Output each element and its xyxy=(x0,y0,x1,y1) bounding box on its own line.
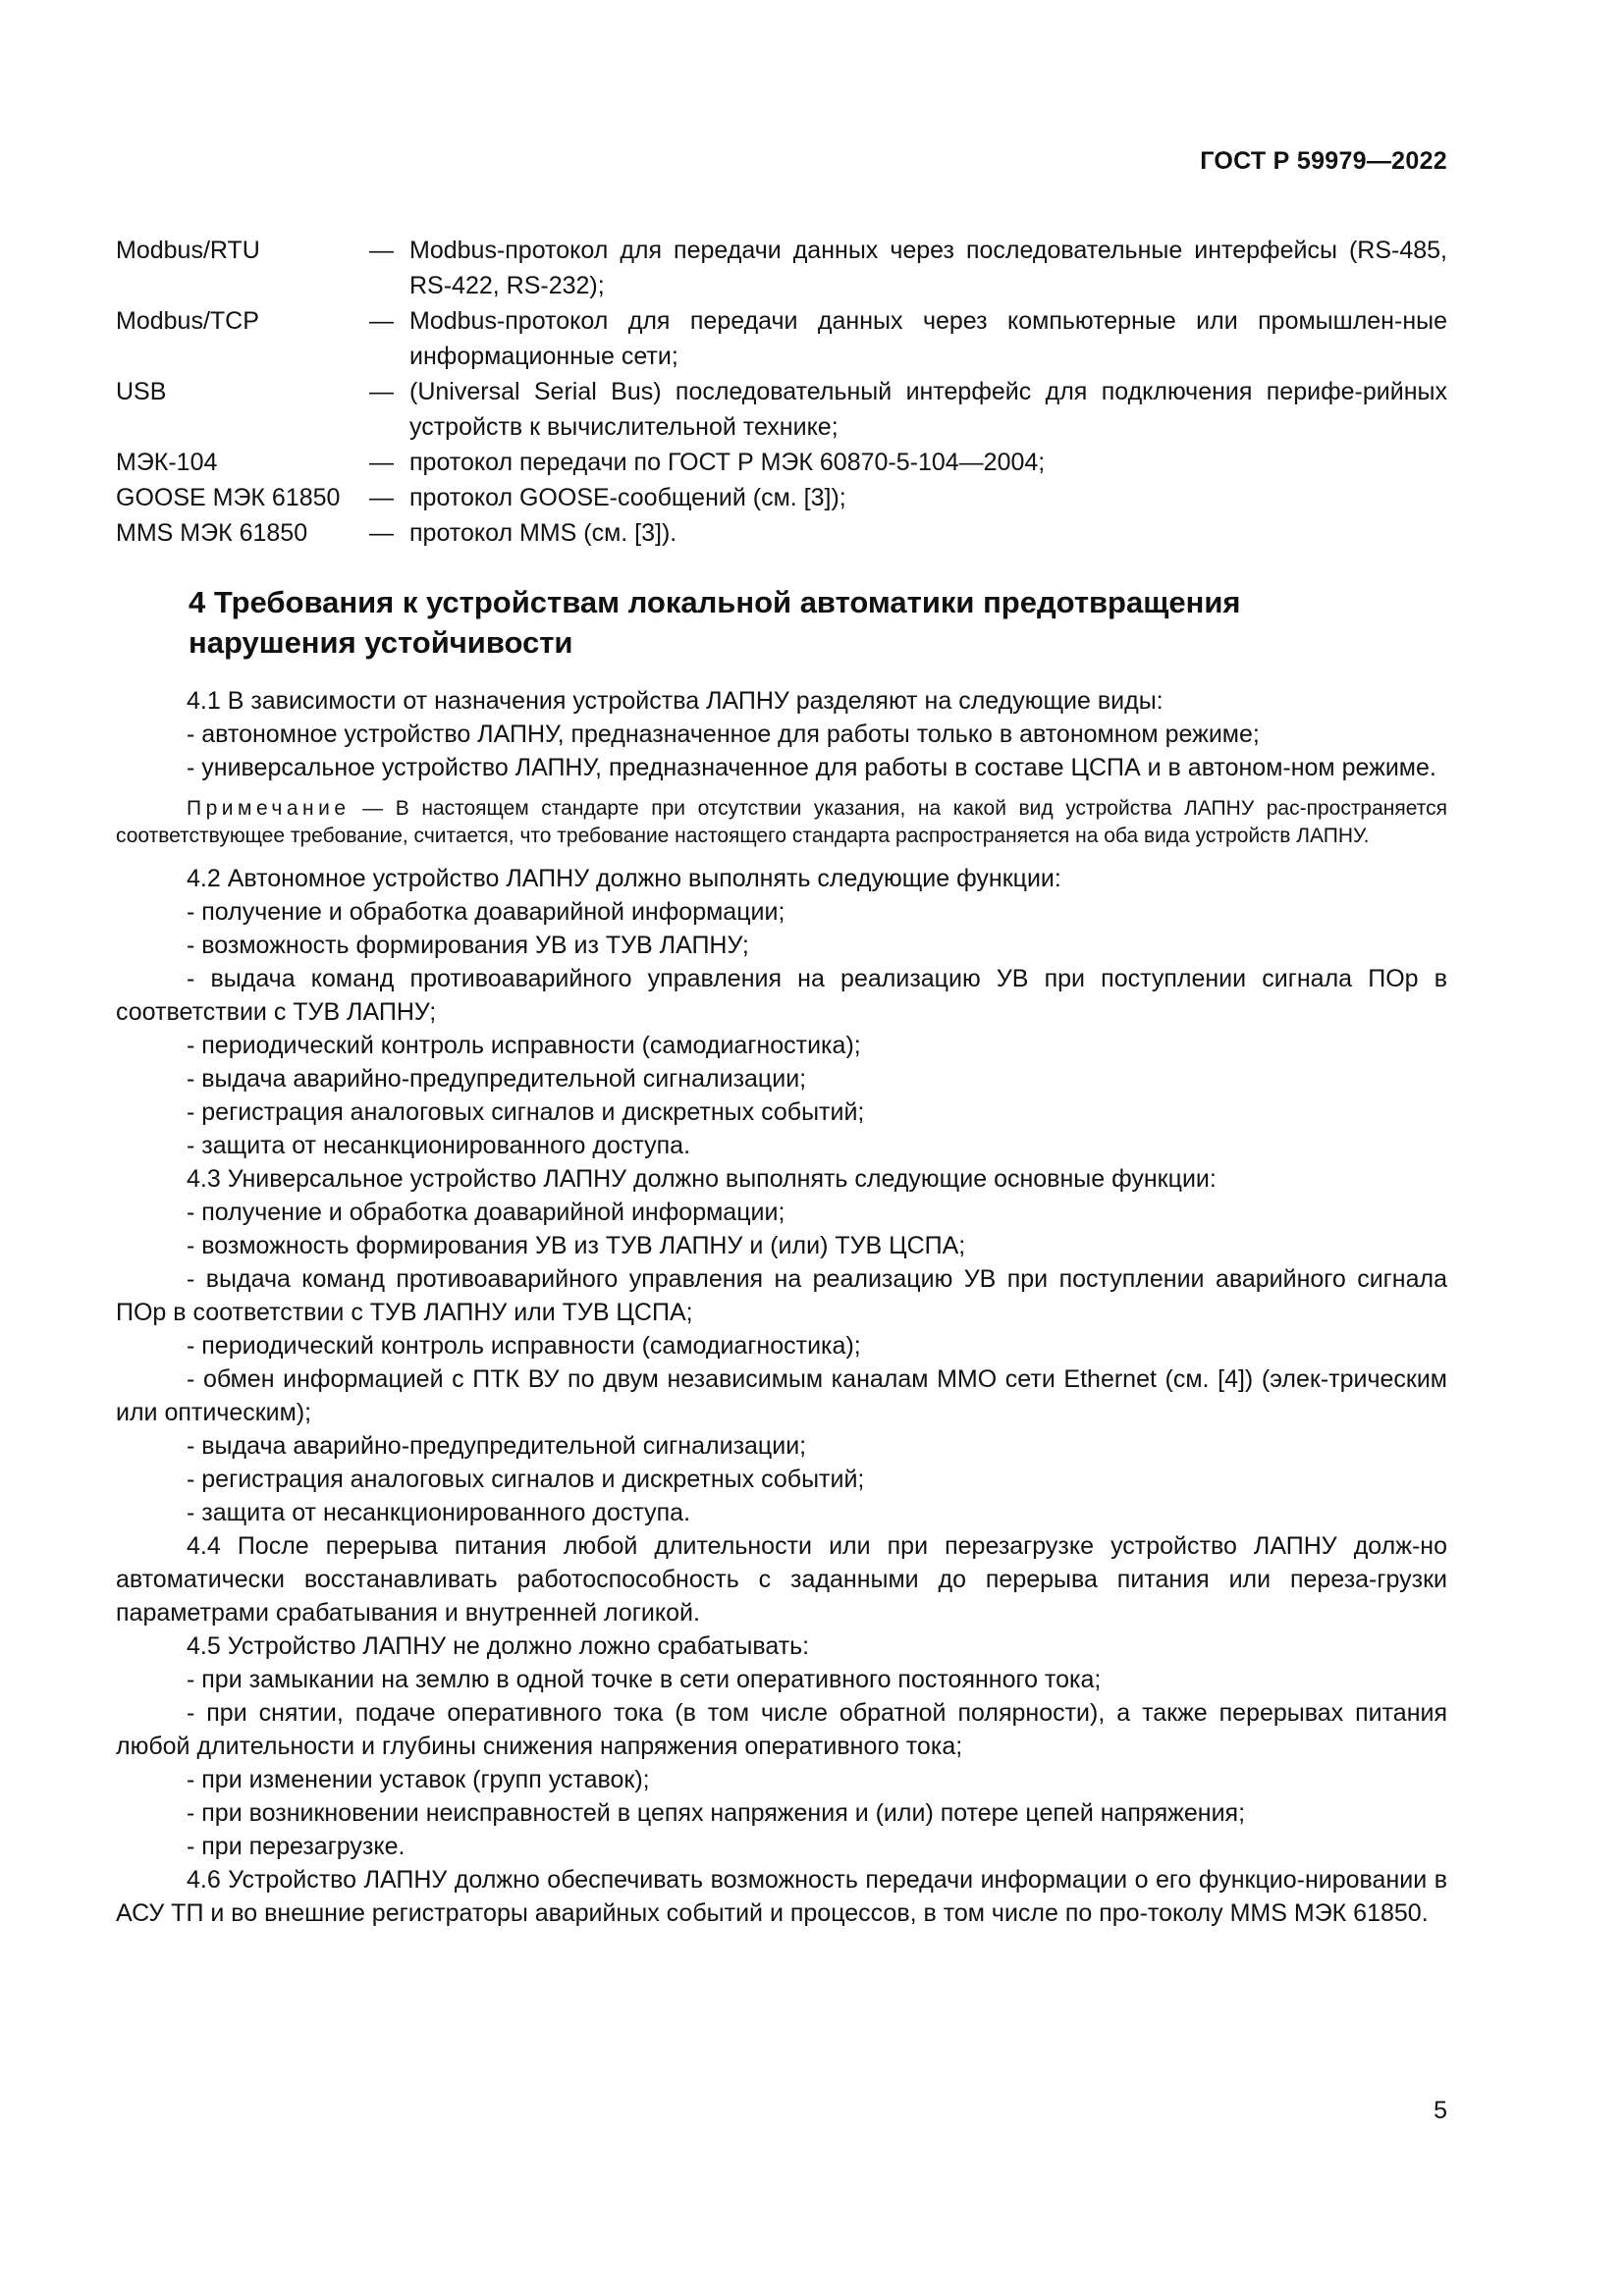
list-item: - автономное устройство ЛАПНУ, предназначенное для работы только в автономном режиме; xyxy=(187,721,1260,748)
note-text: В настоящем стандарте при отсутствии указания, на какой вид устройства ЛАПНУ рас-пространяется соответствующее требование, считается, что требование настоящего стандарта распространяется на оба вида устройств ЛАПНУ. xyxy=(116,797,1447,847)
abbreviation-definition: протокол передачи по ГОСТ Р МЭК 60870-5-104—2004; xyxy=(409,449,1046,476)
abbreviation-definition: протокол GOOSE-сообщений (см. [3]); xyxy=(409,484,846,511)
abbreviation-row xyxy=(116,303,1447,374)
section-heading: 4 Требования к устройствам локальной автоматики предотвращения нарушения устойчивости xyxy=(189,585,1241,660)
abbreviation-dash: — xyxy=(369,519,394,547)
abbreviations-list xyxy=(116,233,1447,551)
abbreviation-row xyxy=(116,515,1447,551)
abbreviation-row xyxy=(116,374,1447,445)
paragraph-4-4: 4.4 После перерыва питания любой длительности или при перезагрузке устройство ЛАПНУ долж-но автоматически восстанавливать работоспособность с заданными до перерыва питания или переза-грузки параметрами срабатывания и внутренней логикой. xyxy=(116,1532,1447,1627)
list-item: - защита от несанкционированного доступа. xyxy=(187,1132,691,1159)
list-item: - получение и обработка доаварийной информации; xyxy=(187,1199,785,1226)
list-item: - получение и обработка доаварийной информации; xyxy=(187,898,785,926)
note xyxy=(116,795,1447,850)
list-item: - выдача команд противоаварийного управления на реализацию УВ при поступлении аварийного сигнала ПОр в соответствии с ТУВ ЛАПНУ или ТУВ ЦСПА; xyxy=(116,1265,1447,1326)
list-item: - возможность формирования УВ из ТУВ ЛАПНУ и (или) ТУВ ЦСПА; xyxy=(187,1232,966,1259)
abbreviation-definition: протокол MMS (см. [3]). xyxy=(409,519,677,547)
paragraph-4-5: 4.5 Устройство ЛАПНУ не должно ложно срабатывать: xyxy=(187,1632,810,1660)
abbreviation-definition: Modbus-протокол для передачи данных через компьютерные или промышлен-ные информационные сети; xyxy=(409,307,1447,370)
list-item: - при возникновении неисправностей в цепях напряжения и (или) потере цепей напряжения; xyxy=(187,1799,1246,1827)
abbreviation-term: Modbus/RTU xyxy=(116,237,260,264)
list-item: - при замыкании на землю в одной точке в сети оперативного постоянного тока; xyxy=(187,1666,1102,1693)
list-item: - выдача аварийно-предупредительной сигнализации; xyxy=(187,1432,807,1460)
list-item: - возможность формирования УВ из ТУВ ЛАПНУ; xyxy=(187,932,749,959)
list-item: - регистрация аналоговых сигналов и дискретных событий; xyxy=(187,1466,865,1493)
abbreviation-row xyxy=(116,445,1447,480)
list-item: - защита от несанкционированного доступа. xyxy=(187,1499,691,1526)
section-body xyxy=(116,684,1447,1930)
list-item: - выдача аварийно-предупредительной сигнализации; xyxy=(187,1065,807,1093)
abbreviation-dash: — xyxy=(369,378,394,405)
abbreviation-row xyxy=(116,480,1447,515)
note-label: Примечание xyxy=(187,797,351,820)
abbreviation-term: MMS МЭК 61850 xyxy=(116,519,308,547)
paragraph-4-3: 4.3 Универсальное устройство ЛАПНУ должно выполнять следующие основные функции: xyxy=(187,1165,1217,1193)
abbreviation-definition: Modbus-протокол для передачи данных через последовательные интерфейсы (RS-485, RS-422, RS-232); xyxy=(409,237,1447,299)
abbreviation-definition: (Universal Serial Bus) последовательный интерфейс для подключения перифе-рийных устройств к вычислительной технике; xyxy=(409,378,1447,441)
list-item: - обмен информацией с ПТК ВУ по двум независимым каналам ММО сети Ethernet (см. [4]) (элек-трическим или оптическим); xyxy=(116,1365,1447,1426)
abbreviation-dash: — xyxy=(369,237,394,264)
page-number: 5 xyxy=(1434,2097,1447,2124)
abbreviation-term: МЭК-104 xyxy=(116,449,218,476)
list-item: - периодический контроль исправности (самодиагностика); xyxy=(187,1032,861,1059)
paragraph-4-1: 4.1 В зависимости от назначения устройства ЛАПНУ разделяют на следующие виды: xyxy=(187,687,1164,715)
list-item: - выдача команд противоаварийного управления на реализацию УВ при поступлении сигнала ПОр в соответствии с ТУВ ЛАПНУ; xyxy=(116,965,1447,1026)
list-item: - при перезагрузке. xyxy=(187,1833,406,1860)
paragraph-4-6: 4.6 Устройство ЛАПНУ должно обеспечивать возможность передачи информации о его функцио-нировании в АСУ ТП и во внешние регистраторы аварийных событий и процессов, в том числе по про-токолу MMS МЭК 61850. xyxy=(116,1866,1447,1927)
abbreviation-dash: — xyxy=(369,484,394,511)
document-code-header: ГОСТ Р 59979—2022 xyxy=(1200,147,1447,175)
abbreviation-dash: — xyxy=(369,449,394,476)
abbreviation-term: Modbus/TCP xyxy=(116,307,259,335)
list-item: - универсальное устройство ЛАПНУ, предназначенное для работы в составе ЦСПА и в автоном-ном режиме. xyxy=(187,754,1436,781)
list-item: - периодический контроль исправности (самодиагностика); xyxy=(187,1332,861,1360)
abbreviation-row xyxy=(116,233,1447,303)
note-dash: — xyxy=(362,797,384,820)
abbreviation-dash: — xyxy=(369,307,394,335)
list-item: - регистрация аналоговых сигналов и дискретных событий; xyxy=(187,1098,865,1126)
list-item: - при снятии, подаче оперативного тока (в том числе обратной полярности), а также перерывах питания любой длительности и глубины снижения напряжения оперативного тока; xyxy=(116,1699,1447,1760)
list-item: - при изменении уставок (групп уставок); xyxy=(187,1766,650,1793)
paragraph-4-2: 4.2 Автономное устройство ЛАПНУ должно выполнять следующие функции: xyxy=(187,865,1061,892)
abbreviation-term: USB xyxy=(116,378,167,405)
abbreviation-term: GOOSE МЭК 61850 xyxy=(116,484,341,511)
